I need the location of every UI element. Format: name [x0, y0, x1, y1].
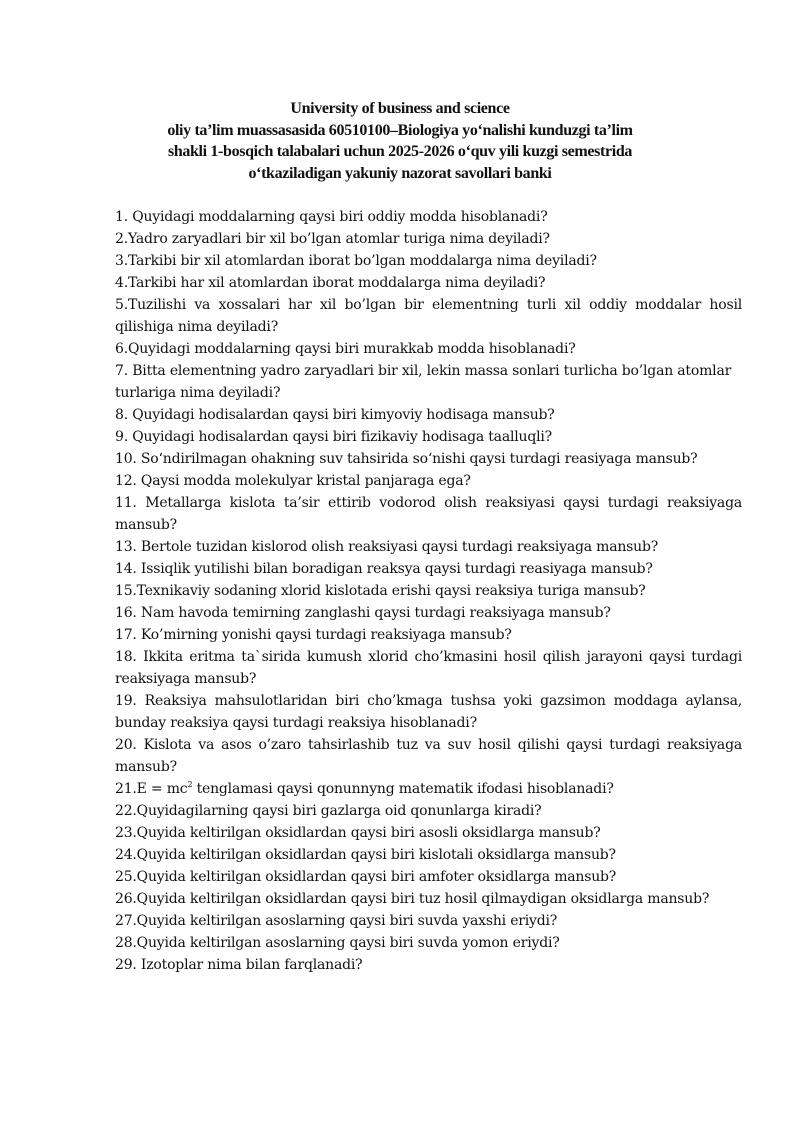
question-item: 19. Reaksiya mahsulotlaridan biri cho’kmaga tushsa yoki gazsimon moddaga aylansa, bunday reaksiya qaysi turdagi reaksiya hisoblanadi?: [115, 693, 742, 731]
question-item: 28.Quyida keltirilgan asoslarning qaysi biri suvda yomon eriydi?: [115, 935, 560, 951]
header-line-3: shakli 1-bosqich talabalari uchun 2025-2026 oʻquv yili kuzgi semestrida: [167, 143, 633, 160]
question-item: 3.Tarkibi bir xil atomlardan iborat bo’lgan moddalarga nima deyiladi?: [115, 253, 597, 269]
question-item: 26.Quyida keltirilgan oksidlardan qaysi biri tuz hosil qilmaydigan oksidlarga mansub?: [115, 891, 710, 907]
question-item: 5.Tuzilishi va xossalari har xil bo’lgan bir elementning turli xil oddiy moddalar hosil qilishiga nima deyiladi?: [115, 297, 742, 335]
question-item: 6.Quyidagi moddalarning qaysi biri murakkab modda hisoblanadi?: [115, 341, 576, 357]
question-item: 17. Ko’mirning yonishi qaysi turdagi reaksiyaga mansub?: [115, 627, 512, 643]
question-item: 7. Bitta elementning yadro zaryadlari bir xil, lekin massa sonlari turlicha bo’lgan atomlar turlariga nima deyiladi?: [115, 363, 732, 401]
superscript-2: 2: [187, 780, 193, 789]
question-item: 24.Quyida keltirilgan oksidlardan qaysi biri kislotali oksidlarga mansub?: [115, 847, 616, 863]
question-item: 10. So‘ndirilmagan ohakning suv tahsirida so‘nishi qaysi turdagi reasiyaga mansub?: [115, 451, 698, 467]
question-item: 14. Issiqlik yutilishi bilan boradigan reaksya qaysi turdagi reasiyaga mansub?: [115, 561, 653, 577]
question-item: 13. Bertole tuzidan kislorod olish reaksiyasi qaysi turdagi reaksiyaga mansub?: [115, 539, 659, 555]
header-line-2: oliy ta’lim muassasasida 60510100–Biologiya yoʻnalishi kunduzgi ta’lim: [167, 121, 633, 139]
question-item: 23.Quyida keltirilgan oksidlardan qaysi biri asosli oksidlarga mansub?: [115, 825, 601, 841]
question-list: [115, 206, 742, 976]
question-item: 9. Quyidagi hodisalardan qaysi biri fizikaviy hodisaga taalluqli?: [115, 429, 552, 445]
question-item: 16. Nam havoda temirning zanglashi qaysi turdagi reaksiyaga mansub?: [115, 605, 611, 621]
header-line-4: oʻtkaziladigan yakuniy nazorat savollari banki: [248, 164, 552, 182]
document-header: [100, 98, 700, 184]
question-item: 8. Quyidagi hodisalardan qaysi biri kimyoviy hodisaga mansub?: [115, 407, 555, 423]
question-item: 1. Quyidagi moddalarning qaysi biri oddiy modda hisoblanadi?: [115, 209, 548, 225]
question-item: 12. Qaysi modda molekulyar kristal panjaraga ega?: [115, 473, 471, 489]
question-item: 29. Izotoplar nima bilan farqlanadi?: [115, 957, 363, 973]
question-item: 22.Quyidagilarning qaysi biri gazlarga oid qonunlarga kiradi?: [115, 803, 542, 819]
question-item: 27.Quyida keltirilgan asoslarning qaysi biri suvda yaxshi eriydi?: [115, 913, 558, 929]
question-item: [115, 778, 742, 800]
question-text-before: 21.E = mc: [115, 781, 188, 797]
question-item: 25.Quyida keltirilgan oksidlardan qaysi biri amfoter oksidlarga mansub?: [115, 869, 617, 885]
question-item: 4.Tarkibi har xil atomlardan iborat moddalarga nima deyiladi?: [115, 275, 546, 291]
university-name: University of business and science: [290, 100, 510, 117]
question-item: 20. Kislota va asos o’zaro tahsirlashib tuz va suv hosil qilishi qaysi turdagi reaksiyaga mansub?: [115, 737, 742, 775]
question-item: 15.Texnikaviy sodaning xlorid kislotada erishi qaysi reaksiya turiga mansub?: [115, 583, 646, 599]
question-text-after: tenglamasi qaysi qonunnyng matematik ifodasi hisoblanadi?: [192, 781, 614, 797]
question-item: 18. Ikkita eritma ta`sirida kumush xlorid cho’kmasini hosil qilish jarayoni qaysi turdagi reaksiyaga mansub?: [115, 649, 742, 687]
question-item: 11. Metallarga kislota ta’sir ettirib vodorod olish reaksiyasi qaysi turdagi reaksiyaga mansub?: [115, 495, 742, 533]
question-item: 2.Yadro zaryadlari bir xil bo’lgan atomlar turiga nima deyiladi?: [115, 231, 550, 247]
